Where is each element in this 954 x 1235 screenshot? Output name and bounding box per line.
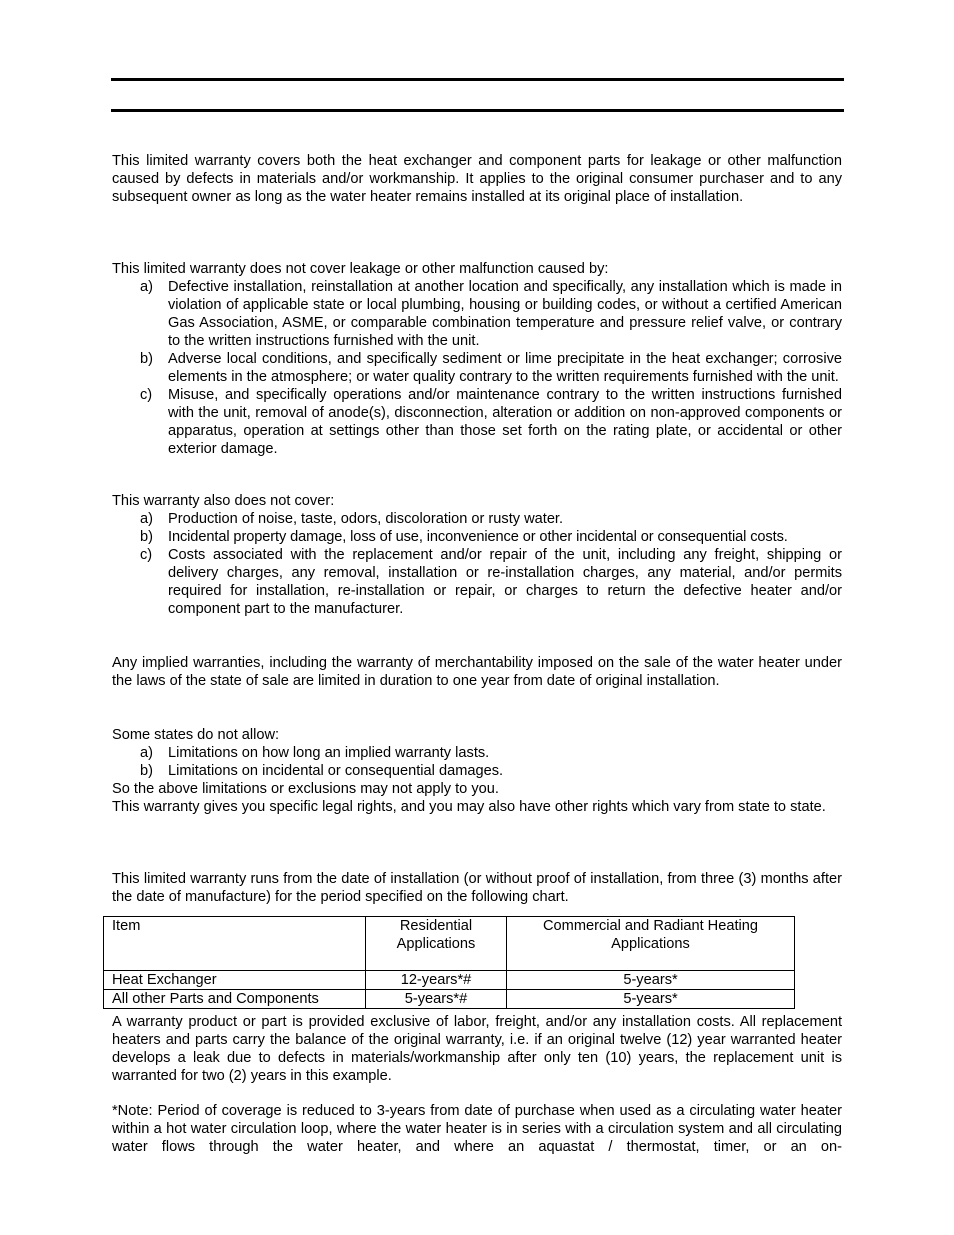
implied-warranties-paragraph: Any implied warranties, including the warranty of merchantability imposed on the sale of the water heater under the laws of the state of sale are limited in duration to one year from date of original installation. [112, 655, 842, 689]
list-marker: b) [140, 763, 153, 779]
header-residential-label: Residential Applications [396, 918, 476, 952]
exclusions-intro: This limited warranty does not cover leakage or other malfunction caused by: [112, 261, 609, 277]
exclusions-list [112, 278, 842, 458]
cell-residential: 5-years*# [366, 990, 507, 1009]
not-covered-intro: This warranty also does not cover: [112, 493, 335, 509]
labor-paragraph: A warranty product or part is provided exclusive of labor, freight, and/or any installation costs. All replacement heaters and parts carry the balance of the original warranty, i.e. if an original twelve (12) year warranted heater develops a leak due to defects in materials/workmanship after only ten (10) years, the replacement unit is warranted for two (2) years in this example. [112, 1014, 842, 1084]
list-item [112, 510, 842, 528]
cell-residential: 12-years*# [366, 971, 507, 990]
table-row [104, 990, 795, 1009]
states-line-2: This warranty gives you specific legal rights, and you may also have other rights which vary from state to state. [112, 799, 826, 815]
list-item [112, 386, 842, 458]
list-marker: c) [140, 387, 153, 403]
list-marker: a) [140, 511, 153, 527]
header-residential [366, 917, 507, 971]
cell-item: All other Parts and Components [104, 990, 366, 1009]
top-rule [111, 78, 844, 81]
list-text: Limitations on how long an implied warranty lasts. [168, 745, 490, 761]
period-paragraph: This limited warranty runs from the date of installation (or without proof of installation, from three (3) months after the date of manufacture) for the period specified on the following chart. [112, 871, 842, 905]
list-item [112, 762, 842, 780]
list-marker: a) [140, 745, 153, 761]
warranty-table [103, 916, 795, 1009]
list-item [112, 546, 842, 618]
cell-commercial: 5-years* [507, 971, 795, 990]
cell-item: Heat Exchanger [104, 971, 366, 990]
list-item [112, 744, 842, 762]
list-item [112, 350, 842, 386]
header-commercial [507, 917, 795, 971]
list-text: Production of noise, taste, odors, discoloration or rusty water. [168, 511, 564, 527]
list-text: Limitations on incidental or consequential damages. [168, 763, 504, 779]
list-text: Defective installation, reinstallation at another location and specifically, any installation which is made in violation of applicable state or local plumbing, housing or building codes, or without a certified American Gas Association, ASME, or comparable combination temperature and pressure relief valve, or contrary to the written instructions furnished with the unit. [168, 279, 842, 349]
states-line-1: So the above limitations or exclusions may not apply to you. [112, 781, 499, 797]
coverage-paragraph: This limited warranty covers both the heat exchanger and component parts for leakage or other malfunction caused by defects in materials and/or workmanship. It applies to the original consumer purchaser and to any subsequent owner as long as the water heater remains installed at its original place of installation. [112, 153, 842, 205]
list-marker: b) [140, 529, 153, 545]
list-text: Costs associated with the replacement and/or repair of the unit, including any freight, shipping or delivery charges, any removal, installation or re-installation charges, any material, and/or permits required for installation, re-installation or repair, or charges to return the defective heater and/or component part to the manufacturer. [168, 547, 842, 617]
list-item [112, 278, 842, 350]
list-marker: b) [140, 351, 153, 367]
list-item [112, 528, 842, 546]
list-text: Adverse local conditions, and specifically sediment or lime precipitate in the heat exchanger; corrosive elements in the atmosphere; or water quality contrary to the written requirements furnished with the unit. [168, 351, 842, 385]
list-text: Incidental property damage, loss of use, inconvenience or other incidental or consequential costs. [168, 529, 788, 545]
list-marker: a) [140, 279, 153, 295]
header-item: Item [104, 917, 366, 971]
note-paragraph: *Note: Period of coverage is reduced to 3-years from date of purchase when used as a circulating water heater within a hot water circulation loop, where the water heater is in series with a circulation system and all circulating water flows through the water heater, and where an aquastat / thermostat, timer, or an on- [112, 1103, 842, 1155]
not-covered-list [112, 510, 842, 618]
states-list [112, 744, 842, 780]
table-header-row [104, 917, 795, 971]
cell-commercial: 5-years* [507, 990, 795, 1009]
header-commercial-label: Commercial and Radiant Heating Applications [543, 918, 758, 952]
table-row [104, 971, 795, 990]
states-intro: Some states do not allow: [112, 727, 280, 743]
list-text: Misuse, and specifically operations and/or maintenance contrary to the written instructions furnished with the unit, removal of anode(s), disconnection, alteration or addition on non-approved components or apparatus, operation at settings other than those set forth on the rating plate, or accidental or other exterior damage. [168, 387, 842, 457]
header-bottom-rule [111, 109, 844, 112]
list-marker: c) [140, 547, 153, 563]
